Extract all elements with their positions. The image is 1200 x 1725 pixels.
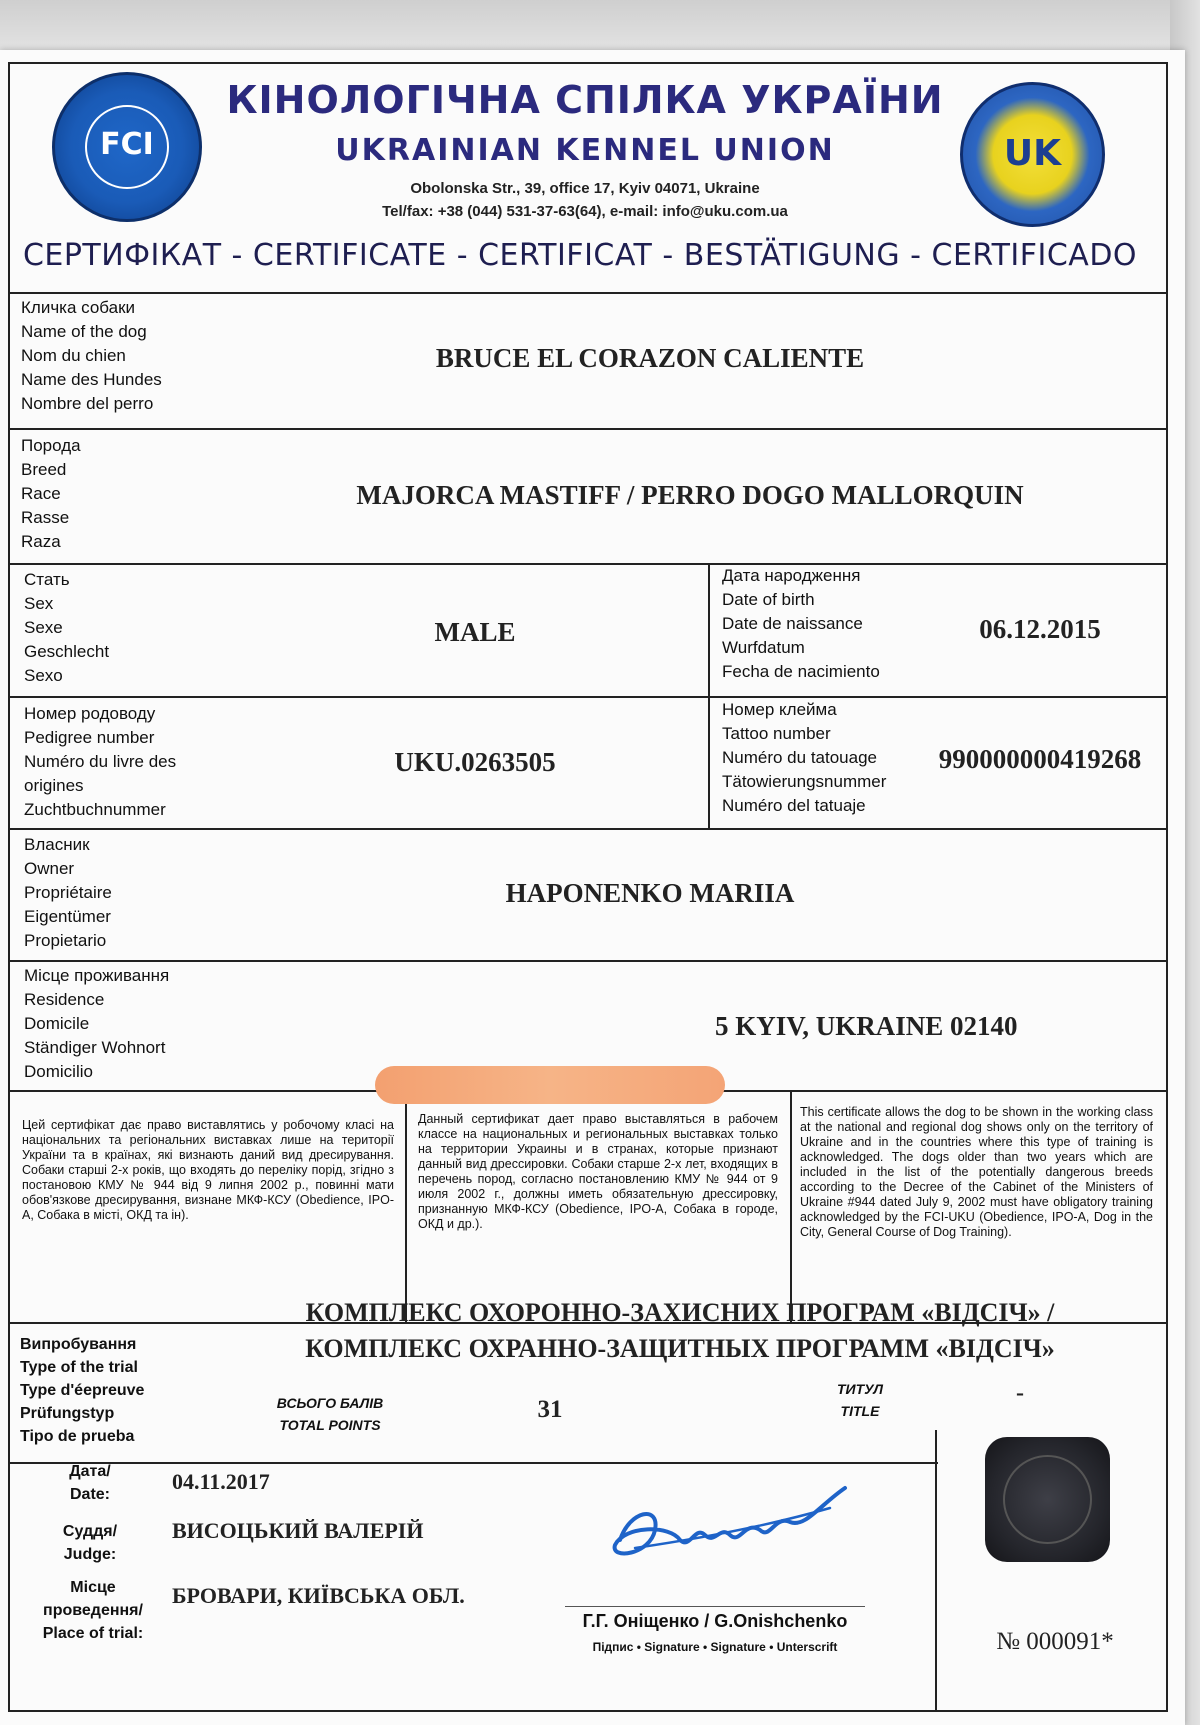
place-label: Місце проведення/ Place of trial: (42, 1579, 144, 1642)
sex-labels: Стать Sex Sexe Geschlecht Sexo (24, 570, 110, 685)
divider (790, 1090, 792, 1322)
dob-labels: Дата народження Date of birth Date de naissance Wurfdatum Fecha de nacimiento (722, 566, 880, 681)
signatory-name: Г.Г. Оніщенко / G.Onishchenko (582, 1611, 848, 1631)
note-ru: Данный сертификат дает право выставляться в рабочем классе на национальных и региональных выставках только на территории Украины и в странах, которые признают данный вид дрессировки. Собаки старше 2-х лет, входящих в перечень пород, согласно постановлению КМУ № 944 от 9 июля 2002 г., должны иметь обязательную дрессировку, признанную МКФ-КСУ (Obedience, IPO-A, Собака в городе, ОКД и др.). (418, 1112, 778, 1231)
certificate-sheet (0, 50, 1185, 1725)
tattoo-labels: Номер клейма Tattoo number Numéro du tatouage Tätowierungsnummer Numéro del tatuaje (722, 700, 887, 815)
divider (935, 1430, 937, 1712)
judge-label: Суддя/ Judge: (62, 1523, 118, 1563)
breed-value: MAJORCA MASTIFF / PERRO DOGO MALLORQUIN (356, 480, 1024, 510)
trial-value-ua: КОМПЛЕКС ОХОРОННО-ЗАХИСНИХ ПРОГРАМ «ВІДСІЧ» / (305, 1298, 1055, 1327)
residence-value: 5 KYIV, UKRAINE 02140 (715, 1011, 1018, 1041)
divider (8, 828, 1168, 830)
title-label: ТИТУЛ TITLE (836, 1381, 884, 1419)
owner-value: HAPONENKO MARIIA (505, 878, 795, 908)
total-points-value: 31 (537, 1396, 563, 1423)
place-value: БРОВАРИ, КИЇВСЬКА ОБЛ. (172, 1583, 465, 1608)
divider (8, 960, 1168, 962)
fci-logo-icon (52, 72, 202, 222)
date-label: Дата/ Date: (69, 1463, 111, 1503)
trial-value-ru: КОМПЛЕКС ОХРАННО-ЗАЩИТНЫХ ПРОГРАММ «ВІДСІЧ» (305, 1334, 1055, 1363)
breed-labels: Порода Breed Race Rasse Raza (21, 436, 81, 551)
uku-logo-text: UK (1003, 133, 1062, 174)
divider (8, 1462, 938, 1464)
org-name-en: UKRAINIAN KENNEL UNION (335, 133, 835, 168)
tattoo-value: 990000000419268 (938, 744, 1142, 774)
dog-name-value: BRUCE EL CORAZON CALIENTE (435, 343, 865, 373)
fci-logo-text: FCI (100, 127, 154, 162)
owner-labels: Власник Owner Propriétaire Eigentümer Propietario (24, 835, 112, 950)
date-value: 04.11.2017 (172, 1469, 270, 1494)
seal-icon (985, 1437, 1110, 1562)
dob-value: 06.12.2015 (979, 614, 1101, 644)
pedigree-labels: Номер родоводу Pedigree number Numéro du livre des origines Zuchtbuchnummer (24, 704, 177, 819)
signature-caption: Підпис • Signature • Signature • Unterscrift (592, 1640, 838, 1654)
certificate-title: СЕРТИФІКАТ - CERTIFICATE - CERTIFICAT - BESTÄTIGUNG - CERTIFICADO (22, 238, 1138, 273)
divider (8, 563, 1168, 565)
note-ua: Цей сертифікат дає право виставлятись у робочому класі на національних та регіональних виставках лише на території України та в країнах, які визнають даний вид дресирування. Собаки старші 2-х років, що входять до переліку порід, згідно з постановою КМУ № 944 від 9 липня 2002 р., повинні мати обов'язкове дресирування, визнане МКФ-КСУ (Obedience, IPO-A, Собака в місті, ОКД та ін). (22, 1118, 394, 1222)
serial-number: № 000091* (996, 1628, 1114, 1655)
divider (8, 428, 1168, 430)
org-address: Obolonska Str., 39, office 17, Kyiv 04071, Ukraine (410, 180, 760, 197)
divider (708, 563, 710, 828)
signature-line (565, 1606, 865, 1607)
divider (8, 292, 1168, 294)
pedigree-value: UKU.0263505 (394, 747, 556, 777)
trial-labels: Випробування Type of the trial Type d'éepreuve Prüfungstyp Tipo de prueba (20, 1336, 145, 1445)
divider (8, 696, 1168, 698)
uku-logo-icon (960, 82, 1105, 227)
title-value: - (1016, 1380, 1024, 1406)
divider (405, 1090, 407, 1322)
dog-name-labels: Кличка собаки Name of the dog Nom du chien Name des Hundes Nombre del perro (21, 298, 162, 413)
signature-icon (600, 1470, 880, 1580)
note-en: This certificate allows the dog to be shown in the working class at the national and regional dog shows only on the territory of Ukraine and in the countries where this type of training is acknowledged. The dogs older than two years which are included in the list of the potentially dangerous breeds according to the Decree of the Cabinet of the Ministers of Ukraine #944 dated July 9, 2002 must have obligatory training acknowledged by the FCI-UKU (Obedience, IPO-A, Dog in the City, General Course of Dog Training). (800, 1105, 1153, 1239)
sex-value: MALE (434, 617, 516, 647)
judge-value: ВИСОЦЬКИЙ ВАЛЕРІЙ (172, 1518, 424, 1543)
total-points-label: ВСЬОГО БАЛІВ TOTAL POINTS (276, 1395, 384, 1433)
org-name-ua: КІНОЛОГІЧНА СПІЛКА УКРАЇНИ (226, 78, 944, 122)
org-contacts: Tel/fax: +38 (044) 531-37-63(64), e-mail: info@uku.com.ua (382, 203, 788, 220)
residence-labels: Місце проживання Residence Domicile Ständiger Wohnort Domicilio (24, 966, 170, 1081)
redaction-mark (375, 1066, 725, 1104)
